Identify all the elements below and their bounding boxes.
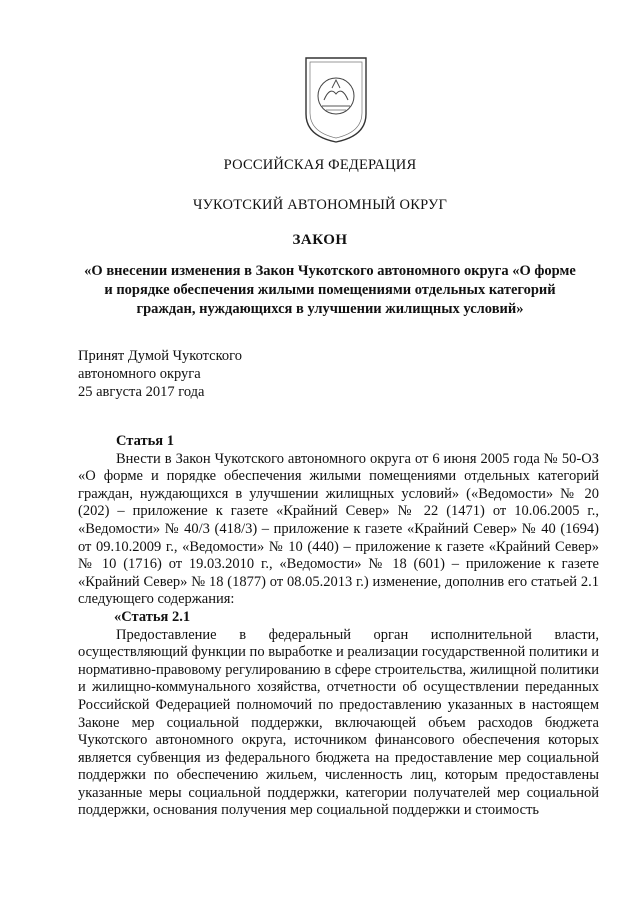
coat-of-arms-emblem xyxy=(302,56,370,144)
adoption-line: Принят Думой Чукотского xyxy=(78,348,243,364)
article-2-1-text: Предоставление в федеральный орган исполнительной власти, осуществляющий функции по выработке и реализации государственной политики и нормативно-правовому регулированию в сфере строительства, жилищной политики и жилищно-коммунального хозяйства, отчетности об осуществлении переданных Российской Федерацией полномочий по предоставлению указанных в настоящем Законе мер социальной поддержки, включающей объем расходов бюджета Чукотского автономного округа, источником финансового обеспечения которых является субвенция из федерального бюджета на предоставление мер социальной поддержки по обеспечению жильем, численность лиц, которым предоставлены указанные меры социальной поддержки, категории получателей мер социальной поддержки, основания получения мер социальной поддержки и стоимость xyxy=(78,626,599,819)
adoption-info xyxy=(78,347,242,401)
law-title-line: и порядке обеспечения жилыми помещениями отдельных категорий xyxy=(104,282,556,298)
adoption-line: автономного округа xyxy=(78,366,201,382)
law-title-line: граждан, нуждающихся в улучшении жилищных условий» xyxy=(136,301,524,317)
article-1-text: Внести в Закон Чукотского автономного округа от 6 июня 2005 года № 50-ОЗ «О форме и порядке обеспечения жилыми помещениями отдельных категорий граждан, нуждающихся в улучшении жилищных условий» («Ведомости» № 20 (202) – приложение к газете «Крайний Север» № 22 (1471) от 10.06.2005 г., «Ведомости» № 40/3 (418/3) – приложение к газете «Крайний Север» № 40 (1694) от 09.10.2009 г., «Ведомости» № 10 (440) – приложение к газете «Крайний Север» № 10 (1716) от 19.03.2010 г., «Ведомости» № 18 (601) – приложение к газете «Крайний Север» № 18 (1877) от 08.05.2013 г.) изменение, дополнив его статьей 2.1 следующего содержания: xyxy=(78,450,599,608)
article-2-1-heading: «Статья 2.1 xyxy=(114,608,191,625)
document-body xyxy=(78,433,599,820)
region-heading: ЧУКОТСКИЙ АВТОНОМНЫЙ ОКРУГ xyxy=(192,197,448,213)
article-1-heading: Статья 1 xyxy=(116,433,174,449)
adoption-date: 25 августа 2017 года xyxy=(78,384,205,400)
law-title xyxy=(60,262,600,319)
document-type-heading: ЗАКОН xyxy=(292,232,348,248)
country-heading: РОССИЙСКАЯ ФЕДЕРАЦИЯ xyxy=(223,157,417,173)
law-title-line: «О внесении изменения в Закон Чукотского автономного округа «О форме xyxy=(84,263,576,279)
